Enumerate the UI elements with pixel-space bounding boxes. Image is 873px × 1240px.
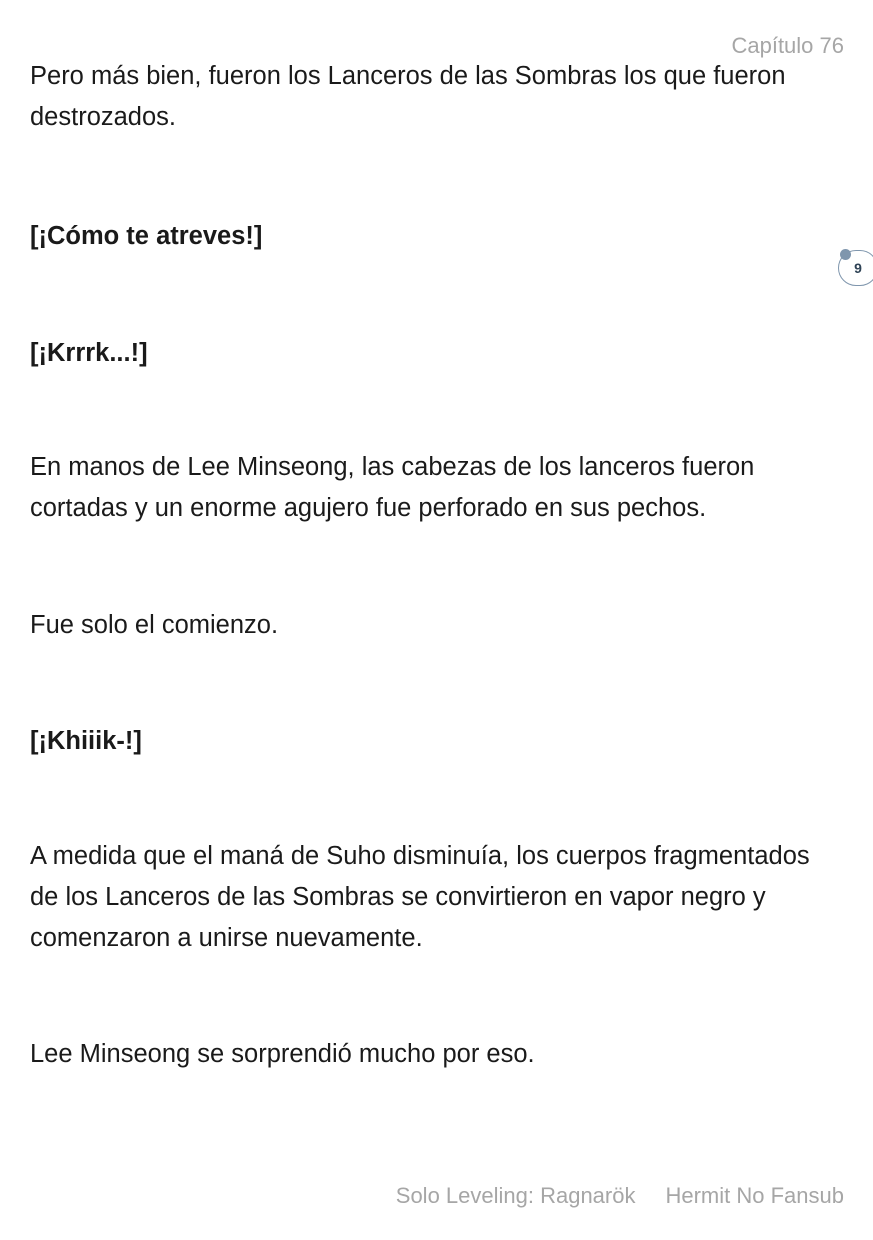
comment-count-badge[interactable]: 9 xyxy=(838,250,873,286)
paragraph: A medida que el maná de Suho disminuía, los cuerpos fragmentados de los Lanceros de las Sombras se convirtieron en vapor negro y comenzaron a unirse nuevamente. xyxy=(30,842,810,952)
dialogue-line: [¡Khiiik-!] xyxy=(30,727,142,755)
paragraph: En manos de Lee Minseong, las cabezas de los lanceros fueron cortadas y un enorme agujero fue perforado en sus pechos. xyxy=(30,453,755,522)
book-title: Solo Leveling: Ragnarök xyxy=(395,1183,636,1208)
chapter-label: Capítulo 76 xyxy=(731,33,844,58)
translator-group: Hermit No Fansub xyxy=(665,1183,844,1208)
dialogue-line: [¡Krrrk...!] xyxy=(30,339,148,367)
paragraph: Fue solo el comienzo. xyxy=(30,611,279,639)
badge-dot-icon xyxy=(840,249,851,260)
footer xyxy=(396,1182,844,1210)
paragraph: Pero más bien, fueron los Lanceros de las Sombras los que fueron destrozados. xyxy=(30,62,786,131)
paragraph: Lee Minseong se sorprendió mucho por eso. xyxy=(30,1040,535,1068)
dialogue-line: [¡Cómo te atreves!] xyxy=(30,222,263,250)
